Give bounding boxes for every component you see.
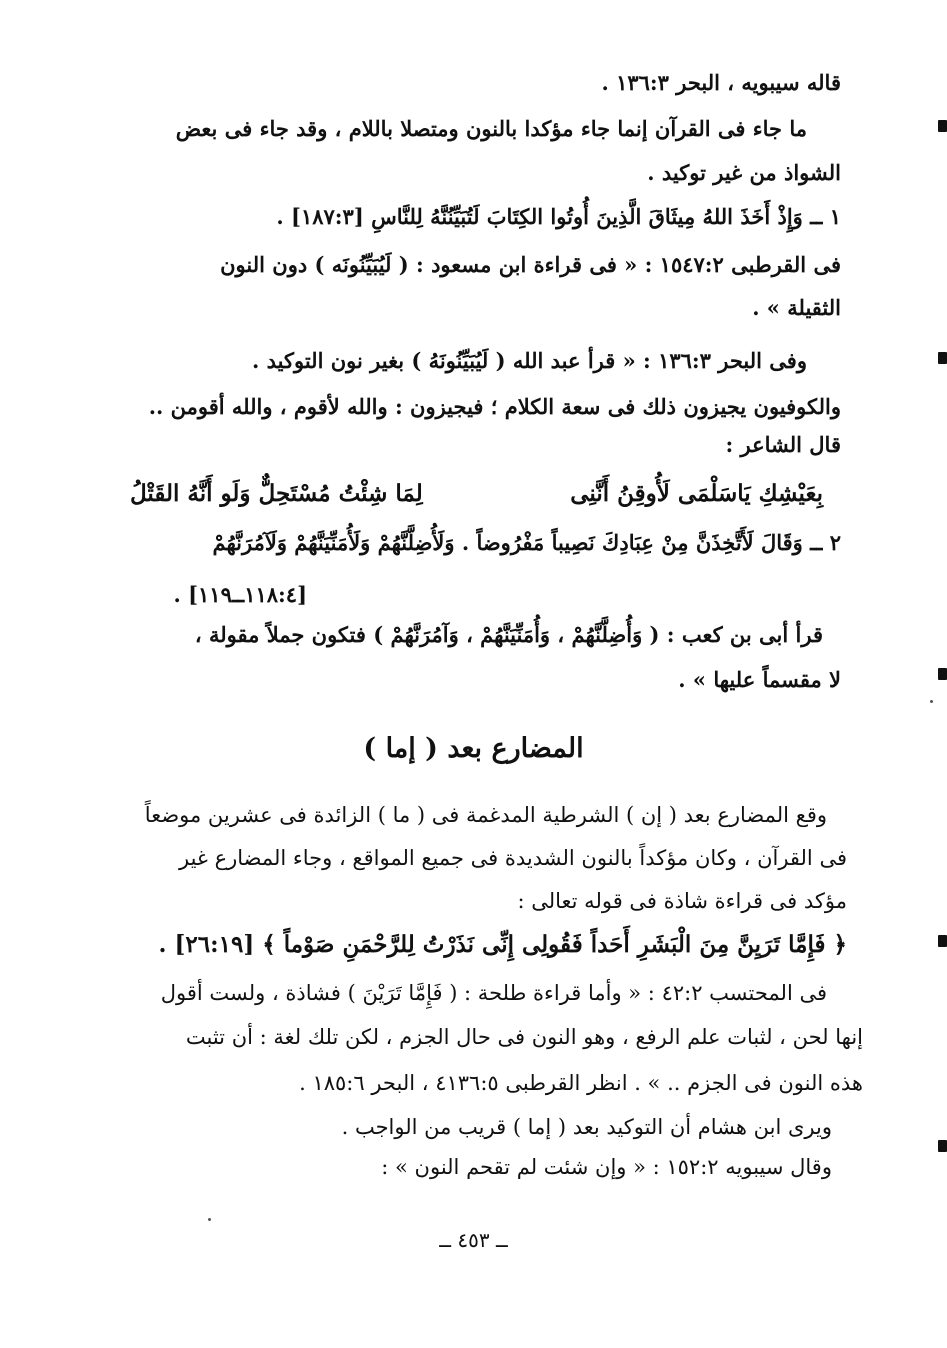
verse-ref-line: [١١٨:٤ــ١١٩] . [173,582,307,607]
verse-line-3: ﴿ فَإِمَّا تَرَيِنَّ مِنَ الْبَشَرِ أَحَداً فَقُولِى إِنِّى نَذَرْتُ لِلرَّحْمَنِ صَوْماً ﴾ [٢٦:١٩] . [158,931,847,958]
margin-mark [938,352,947,364]
text-line-18: فى المحتسب ٤٢:٢ : « وأما قراءة طلحة : ( فَإِمَّا تَرَيْنَ ) فشاذة ، ولست أقول [160,981,827,1005]
scan-speck [208,1218,211,1221]
text-line-1: قاله سيبويه ، البحر ١٣٦:٣ . [601,70,841,95]
margin-mark [938,668,947,680]
text-line-15: فى القرآن ، وكان مؤكداً بالنون الشديدة فى جميع المواقع ، وجاء المضارع غير [178,846,847,870]
scan-speck [930,700,933,703]
verse-line-1: ١ ــ وَإِذْ أَخَذَ اللهُ مِيثَاقَ الَّذِينَ أُوتُوا الكِتَابَ لَتُبَيِّنُنَّهُ لِلنَّاسِ [١٨٧:٣] . [276,204,841,229]
text-line-13: لا مقسماً عليها » . [678,667,841,692]
margin-mark [938,120,947,132]
margin-mark [938,935,947,947]
poem-hemistich-left: لِمَا شِئْتُ مُسْتَحِلٌّ وَلَو أَنَّهُ القَتْلُ [130,480,423,507]
text-line-16: مؤكد فى قراءة شاذة فى قوله تعالى : [517,889,847,913]
text-line-20: هذه النون فى الجزم .. » . انظر القرطبى ٤١٣٦:٥ ، البحر ١٨٥:٦ . [299,1071,863,1095]
text-line-8: والكوفيون يجيزون ذلك فى سعة الكلام ؛ فيجيزون : والله لأقوم ، والله أقومن .. [148,394,841,419]
text-line-21: ويرى ابن هشام أن التوكيد بعد ( إما ) قريب من الواجب . [341,1115,832,1139]
text-line-5: فى القرطبى ١٥٤٧:٢ : « فى قراءة ابن مسعود : ( لَيُبَيِّنُونَه ) دون النون [220,252,841,277]
poem-hemistich-right: بِعَيْشِكِ يَاسَلْمَى لَأُوقِنُ أَنَّنِى [570,480,823,507]
margin-mark [938,1140,947,1152]
text-line-2: ما جاء فى القرآن إنما جاء مؤكدا بالنون ومتصلا باللام ، وقد جاء فى بعض [175,116,807,141]
section-title: المضارع بعد ( إما ) [363,733,584,764]
text-line-19: إنها لحن ، لثبات علم الرفع ، وهو النون فى حال الجزم ، لكن تلك لغة : أن تثبت [185,1025,863,1049]
text-line-22: وقال سيبويه ١٥٢:٢ : « وإن شئت لم تقحم النون » : [381,1155,832,1179]
page-number: ــ ٤٥٣ ــ [439,1228,508,1252]
text-line-7: وفى البحر ١٣٦:٣ : « قرأ عبد الله ( لَيُبَيِّنُونَهُ ) بغير نون التوكيد . [252,348,807,373]
text-line-6: الثقيلة » . [752,295,841,320]
text-line-3: الشواذ من غير توكيد . [647,160,841,185]
verse-line-2: ٢ ــ وَقَالَ لَأَتَّخِذَنَّ مِنْ عِبَادِكَ نَصِيباً مَفْرُوضاً . وَلَأُضِلَّنَّهُمْ وَلَأُمَنِّيَنَّهُمْ وَلَآمُرَنَّهُمْ [212,530,841,555]
text-line-9: قال الشاعر : [725,432,841,457]
text-line-12: قرأ أبى بن كعب : ( وَأُضِلَّنَّهُمْ ، وَأُمَنِّيَنَّهُمْ ، وَآمُرَنَّهُمْ ) فتكون جملاً مقولة ، [194,622,823,647]
text-line-14: وقع المضارع بعد ( إن ) الشرطية المدغمة فى ( ما ) الزائدة فى عشرين موضعاً [144,803,827,827]
